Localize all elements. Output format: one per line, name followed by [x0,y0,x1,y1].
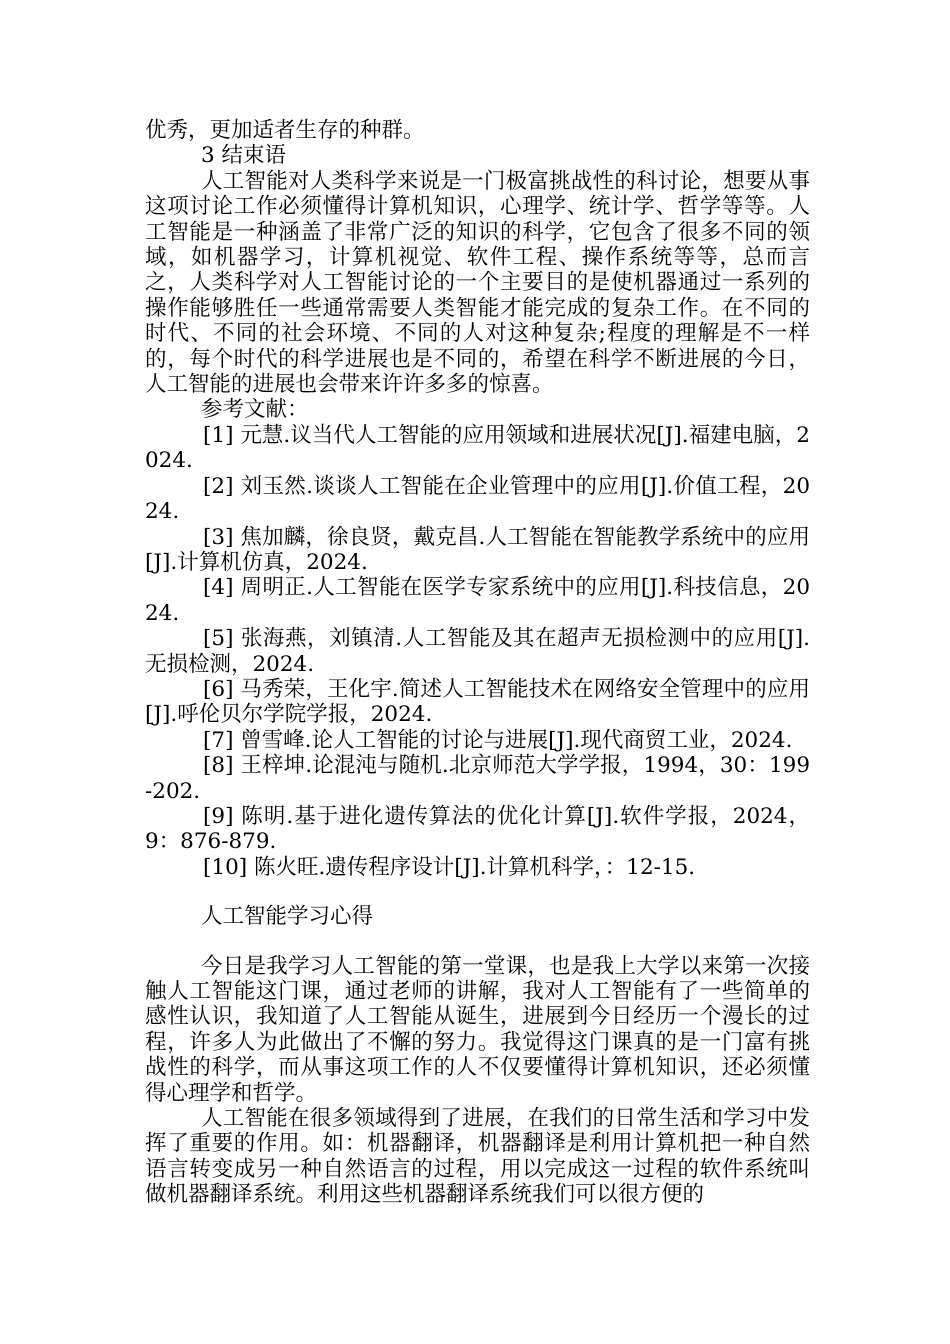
reference-item: [8] 王梓坤.论混沌与随机.北京师范大学学报，1994，30：199-202. [145,753,810,804]
reference-item: [6] 马秀荣，王化宇.简述人工智能技术在网络安全管理中的应用[J].呼伦贝尔学院学报，2024. [145,676,810,728]
reference-item: [9] 陈明.基于进化遗传算法的优化计算[J].软件学报，2024，9：876-879. [145,803,810,855]
document-page [145,118,810,1208]
reference-item: [10] 陈火旺.遗传程序设计[J].计算机科学，：12-15. [203,854,696,880]
spacer [145,930,810,954]
reference-item: [4] 周明正.人工智能在医学专家系统中的应用[J].科技信息，2024. [145,575,810,626]
spacer [145,880,810,904]
reference-item: [7] 曾雪峰.论人工智能的讨论与进展[J].现代商贸工业，2024. [203,727,793,753]
essay-paragraph: 今日是我学习人工智能的第一堂课，也是我上大学以来第一次接触人工智能这门课，通过老师的讲解，我对人工智能有了一些简单的感性认识，我知道了人工智能从诞生，进展到今日经历一个漫长的过程，许多人为此做出了不懈的努力。我觉得这门课真的是一门富有挑战性的科学，而从事这项工作的人不仅要懂得计算机知识，还必须懂得心理学和哲学。 [145,953,810,1106]
reference-item: [3] 焦加麟，徐良贤，戴克昌.人工智能在智能教学系统中的应用[J].计算机仿真，2024. [145,524,810,575]
reference-item: [2] 刘玉然.谈谈人工智能在企业管理中的应用[J].价值工程，2024. [145,473,810,525]
references-heading: 参考文献： [201,397,309,423]
conclusion-paragraph: 人工智能对人类科学来说是一门极富挑战性的科讨论，想要从事这项讨论工作必须懂得计算机知识，心理学、统计学、哲学等等。人工智能是一种涵盖了非常广泛的知识的科学，它包含了很多不同的领域，如机器学习，计算机视觉、软件工程、操作系统等等，总而言之，人类科学对人工智能讨论的一个主要目的是使机器通过一系列的操作能够胜任一些通常需要人类智能才能完成的复杂工作。在不同的时代、不同的社会环境、不同的人对这种复杂;程度的理解是不一样的，每个时代的科学进展也是不同的，希望在科学不断进展的今日，人工智能的进展也会带来许许多多的惊喜。 [145,168,810,398]
reference-item: [1] 元慧.议当代人工智能的应用领域和进展状况[J].福建电脑，2024. [145,422,810,474]
reference-item: [5] 张海燕，刘镇清.人工智能及其在超声无损检测中的应用[J].无损检测，2024. [145,626,810,677]
intro-tail-text: 优秀，更加适者生存的种群。 [145,118,425,143]
essay-title: 人工智能学习心得 [201,904,374,930]
section-heading: 3 结束语 [201,143,287,169]
essay-paragraph: 人工智能在很多领域得到了进展，在我们的日常生活和学习中发挥了重要的作用。如：机器翻译，机器翻译是利用计算机把一种自然语言转变成另一种自然语言的过程，用以完成这一过程的软件系统叫做机器翻译系统。利用这些机器翻译系统我们可以很方便的 [145,1106,810,1208]
